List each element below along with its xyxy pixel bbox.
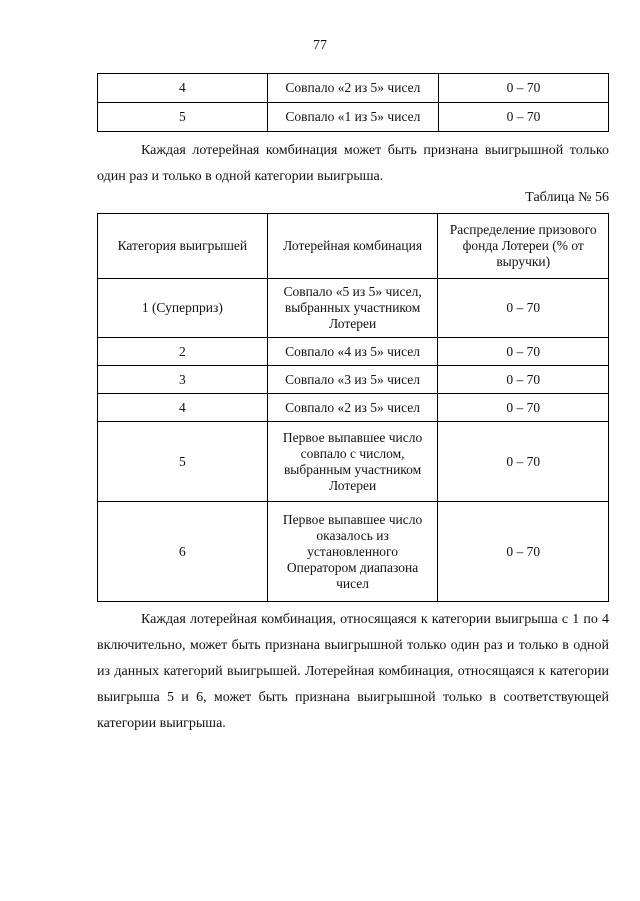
category-cell: 6	[98, 502, 268, 602]
category-cell: 2	[98, 338, 268, 366]
header-combination: Лотерейная комбинация	[267, 214, 438, 279]
combination-cell: Совпало «2 из 5» чисел	[267, 394, 438, 422]
table-row	[98, 394, 609, 422]
table-row	[98, 74, 609, 103]
distribution-cell: 0 – 70	[438, 279, 609, 338]
combination-cell: Совпало «1 из 5» чисел	[267, 103, 438, 132]
combination-cell: Совпало «3 из 5» чисел	[267, 366, 438, 394]
table-row	[98, 502, 609, 602]
combination-cell: Первое выпавшее число совпало с числом, выбранным участником Лотереи	[267, 422, 438, 502]
distribution-cell: 0 – 70	[438, 338, 609, 366]
continued-prize-table	[97, 73, 609, 132]
category-cell: 3	[98, 366, 268, 394]
combination-cell: Первое выпавшее число оказалось из установленного Оператором диапазона чисел	[267, 502, 438, 602]
table-row	[98, 103, 609, 132]
distribution-cell: 0 – 70	[438, 366, 609, 394]
table-row	[98, 366, 609, 394]
table-row	[98, 422, 609, 502]
category-cell: 1 (Суперприз)	[98, 279, 268, 338]
combination-cell: Совпало «4 из 5» чисел	[267, 338, 438, 366]
prize-distribution-table	[97, 213, 609, 602]
combination-cell: Совпало «5 из 5» чисел, выбранных участником Лотереи	[267, 279, 438, 338]
distribution-cell: 0 – 70	[438, 422, 609, 502]
header-category: Категория выигрышей	[98, 214, 268, 279]
distribution-cell: 0 – 70	[438, 502, 609, 602]
table-row	[98, 338, 609, 366]
distribution-cell: 0 – 70	[438, 103, 608, 132]
table-row	[98, 279, 609, 338]
paragraph-rule-categories: Каждая лотерейная комбинация, относящаяся к категории выигрыша с 1 по 4 включительно, может быть признана выигрышной только один раз и только в одной из данных категорий выигрышей. Лотерейная комбинация, относящаяся к категории выигрыша 5 и 6, может быть признана выигрышной только в соответствующей категории выигрыша.	[97, 612, 609, 731]
category-cell: 4	[98, 74, 268, 103]
paragraph-rule-single-win: Каждая лотерейная комбинация может быть признана выигрышной только один раз и только в одной категории выигрыша.	[97, 143, 609, 184]
table-caption: Таблица № 56	[525, 190, 609, 205]
combination-cell: Совпало «2 из 5» чисел	[267, 74, 438, 103]
category-cell: 5	[98, 422, 268, 502]
table-header-row	[98, 214, 609, 279]
distribution-cell: 0 – 70	[438, 74, 608, 103]
page-number: 77	[313, 38, 327, 53]
category-cell: 5	[98, 103, 268, 132]
distribution-cell: 0 – 70	[438, 394, 609, 422]
header-distribution: Распределение призового фонда Лотереи (% от выручки)	[438, 214, 609, 279]
category-cell: 4	[98, 394, 268, 422]
